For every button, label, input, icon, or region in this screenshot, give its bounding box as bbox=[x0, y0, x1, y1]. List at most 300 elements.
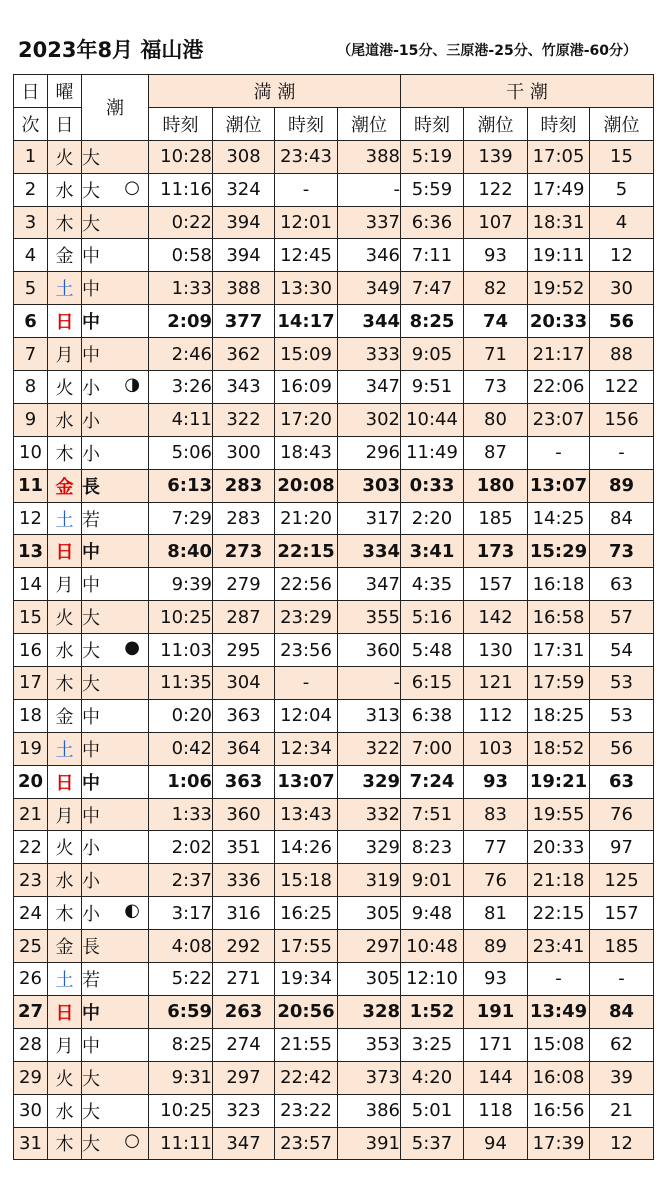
low-level-1-cell: 107 bbox=[464, 206, 528, 239]
day-cell: 8 bbox=[14, 371, 48, 404]
high-level-1-cell: 287 bbox=[213, 601, 275, 634]
tide-type-cell bbox=[82, 272, 149, 305]
table-row bbox=[14, 173, 654, 206]
tide-type-cell bbox=[82, 535, 149, 568]
day-header-2: 次 bbox=[14, 107, 48, 140]
low-level-2-cell: 89 bbox=[590, 469, 654, 502]
tide-type-cell bbox=[82, 930, 149, 963]
high-time-1-cell: 0:22 bbox=[149, 206, 213, 239]
high-level-2-cell: 386 bbox=[338, 1094, 401, 1127]
day-cell: 26 bbox=[14, 963, 48, 996]
table-row bbox=[14, 140, 654, 173]
high-level-1-cell: 363 bbox=[213, 765, 275, 798]
high-time-1-cell: 11:35 bbox=[149, 667, 213, 700]
tide-type-cell bbox=[82, 173, 149, 206]
low-time-1-cell: 0:33 bbox=[401, 469, 464, 502]
high-time-2-cell: 22:42 bbox=[275, 1061, 338, 1094]
day-cell: 12 bbox=[14, 502, 48, 535]
low-time-1-header: 時刻 bbox=[401, 107, 464, 140]
table-row bbox=[14, 338, 654, 371]
high-level-2-cell: 328 bbox=[338, 995, 401, 1028]
high-time-1-cell: 7:29 bbox=[149, 502, 213, 535]
low-time-1-cell: 3:25 bbox=[401, 1028, 464, 1061]
high-level-1-cell: 377 bbox=[213, 305, 275, 338]
tide-type-label: 小 bbox=[82, 838, 100, 860]
low-level-2-cell: 62 bbox=[590, 1028, 654, 1061]
table-row bbox=[14, 1094, 654, 1127]
weekday-cell: 木 bbox=[48, 206, 82, 239]
high-time-2-cell: 13:07 bbox=[275, 765, 338, 798]
moon-phase-icon: ● bbox=[124, 637, 140, 659]
high-time-2-cell: 17:55 bbox=[275, 930, 338, 963]
high-time-2-cell: 12:01 bbox=[275, 206, 338, 239]
low-level-1-cell: 173 bbox=[464, 535, 528, 568]
low-time-1-cell: 8:23 bbox=[401, 831, 464, 864]
high-level-2-cell: 305 bbox=[338, 897, 401, 930]
low-level-1-cell: 122 bbox=[464, 173, 528, 206]
high-time-1-cell: 2:46 bbox=[149, 338, 213, 371]
low-time-1-cell: 6:38 bbox=[401, 699, 464, 732]
low-level-1-cell: 139 bbox=[464, 140, 528, 173]
tide-type-label: 大 bbox=[82, 1134, 100, 1156]
day-cell: 5 bbox=[14, 272, 48, 305]
low-level-1-cell: 144 bbox=[464, 1061, 528, 1094]
high-level-1-cell: 347 bbox=[213, 1127, 275, 1160]
weekday-header-1: 曜 bbox=[48, 75, 82, 108]
low-time-2-cell: 17:49 bbox=[528, 173, 590, 206]
low-time-2-cell: 13:49 bbox=[528, 995, 590, 1028]
high-level-2-cell: 355 bbox=[338, 601, 401, 634]
day-cell: 7 bbox=[14, 338, 48, 371]
day-cell: 24 bbox=[14, 897, 48, 930]
tide-type-cell bbox=[82, 732, 149, 765]
weekday-cell: 火 bbox=[48, 831, 82, 864]
high-time-1-cell: 5:22 bbox=[149, 963, 213, 996]
tide-type-label: 大 bbox=[82, 1101, 100, 1123]
high-time-1-cell: 5:06 bbox=[149, 436, 213, 469]
tide-type-cell bbox=[82, 634, 149, 667]
high-time-2-cell: 21:55 bbox=[275, 1028, 338, 1061]
high-time-1-cell: 2:37 bbox=[149, 864, 213, 897]
moon-phase-icon: ◐ bbox=[124, 900, 140, 922]
high-level-2-cell: 317 bbox=[338, 502, 401, 535]
high-level-1-header: 潮位 bbox=[213, 107, 275, 140]
high-tide-header: 満 潮 bbox=[149, 75, 401, 108]
low-level-2-cell: 122 bbox=[590, 371, 654, 404]
tide-type-cell bbox=[82, 140, 149, 173]
weekday-cell: 日 bbox=[48, 305, 82, 338]
table-row bbox=[14, 831, 654, 864]
high-level-2-cell: 334 bbox=[338, 535, 401, 568]
day-cell: 25 bbox=[14, 930, 48, 963]
day-cell: 17 bbox=[14, 667, 48, 700]
high-level-1-cell: 308 bbox=[213, 140, 275, 173]
low-time-2-cell: 15:08 bbox=[528, 1028, 590, 1061]
high-time-2-cell: 23:56 bbox=[275, 634, 338, 667]
low-level-2-cell: 12 bbox=[590, 1127, 654, 1160]
low-level-1-cell: 157 bbox=[464, 568, 528, 601]
low-time-1-cell: 7:11 bbox=[401, 239, 464, 272]
weekday-cell: 金 bbox=[48, 699, 82, 732]
high-level-2-cell: 319 bbox=[338, 864, 401, 897]
high-time-2-cell: 15:18 bbox=[275, 864, 338, 897]
low-level-1-cell: 80 bbox=[464, 403, 528, 436]
high-time-2-cell: 12:34 bbox=[275, 732, 338, 765]
high-level-1-cell: 274 bbox=[213, 1028, 275, 1061]
tide-type-cell bbox=[82, 403, 149, 436]
tide-type-cell bbox=[82, 469, 149, 502]
high-level-1-cell: 351 bbox=[213, 831, 275, 864]
table-row bbox=[14, 897, 654, 930]
low-time-1-cell: 1:52 bbox=[401, 995, 464, 1028]
low-level-1-cell: 191 bbox=[464, 995, 528, 1028]
table-row bbox=[14, 798, 654, 831]
day-cell: 21 bbox=[14, 798, 48, 831]
low-time-1-cell: 7:00 bbox=[401, 732, 464, 765]
high-time-2-cell: 20:56 bbox=[275, 995, 338, 1028]
high-level-1-cell: 394 bbox=[213, 239, 275, 272]
weekday-cell: 火 bbox=[48, 601, 82, 634]
tide-type-cell bbox=[82, 1127, 149, 1160]
moon-phase-icon: ◑ bbox=[124, 373, 140, 395]
high-time-2-cell: 13:30 bbox=[275, 272, 338, 305]
high-time-1-cell: 4:11 bbox=[149, 403, 213, 436]
tide-type-label: 長 bbox=[82, 476, 100, 498]
high-level-2-cell: 360 bbox=[338, 634, 401, 667]
low-time-1-cell: 5:48 bbox=[401, 634, 464, 667]
weekday-cell: 木 bbox=[48, 667, 82, 700]
tide-type-label: 小 bbox=[82, 871, 100, 893]
tide-type-label: 大 bbox=[82, 180, 100, 202]
table-row bbox=[14, 403, 654, 436]
tide-type-cell bbox=[82, 864, 149, 897]
high-time-2-cell: 18:43 bbox=[275, 436, 338, 469]
low-time-2-cell: 19:52 bbox=[528, 272, 590, 305]
tide-type-cell bbox=[82, 765, 149, 798]
table-row bbox=[14, 765, 654, 798]
high-level-2-cell: - bbox=[338, 667, 401, 700]
low-time-1-cell: 5:01 bbox=[401, 1094, 464, 1127]
tide-type-cell bbox=[82, 831, 149, 864]
low-level-2-cell: 84 bbox=[590, 995, 654, 1028]
tide-type-cell bbox=[82, 305, 149, 338]
low-level-1-cell: 73 bbox=[464, 371, 528, 404]
low-level-1-cell: 77 bbox=[464, 831, 528, 864]
low-time-2-cell: 16:08 bbox=[528, 1061, 590, 1094]
day-cell: 30 bbox=[14, 1094, 48, 1127]
day-cell: 29 bbox=[14, 1061, 48, 1094]
low-level-1-cell: 118 bbox=[464, 1094, 528, 1127]
low-level-2-cell: 53 bbox=[590, 699, 654, 732]
low-time-2-cell: 13:07 bbox=[528, 469, 590, 502]
low-time-1-cell: 6:15 bbox=[401, 667, 464, 700]
high-level-2-header: 潮位 bbox=[338, 107, 401, 140]
table-row bbox=[14, 568, 654, 601]
low-time-1-cell: 9:48 bbox=[401, 897, 464, 930]
weekday-cell: 月 bbox=[48, 338, 82, 371]
high-time-1-cell: 10:25 bbox=[149, 601, 213, 634]
low-time-2-cell: 17:31 bbox=[528, 634, 590, 667]
low-level-1-cell: 83 bbox=[464, 798, 528, 831]
low-tide-header: 干 潮 bbox=[401, 75, 654, 108]
high-time-2-header: 時刻 bbox=[275, 107, 338, 140]
high-level-1-cell: 273 bbox=[213, 535, 275, 568]
low-time-1-cell: 9:51 bbox=[401, 371, 464, 404]
high-time-1-cell: 2:09 bbox=[149, 305, 213, 338]
weekday-cell: 土 bbox=[48, 963, 82, 996]
tide-type-label: 大 bbox=[82, 673, 100, 695]
tide-type-cell bbox=[82, 436, 149, 469]
high-level-1-cell: 316 bbox=[213, 897, 275, 930]
tide-type-cell bbox=[82, 239, 149, 272]
tide-type-label: 中 bbox=[82, 345, 100, 367]
high-time-2-cell: 12:45 bbox=[275, 239, 338, 272]
high-level-1-cell: 323 bbox=[213, 1094, 275, 1127]
tide-type-label: 小 bbox=[82, 904, 100, 926]
low-level-2-cell: 76 bbox=[590, 798, 654, 831]
weekday-cell: 木 bbox=[48, 436, 82, 469]
high-time-1-cell: 0:42 bbox=[149, 732, 213, 765]
day-cell: 23 bbox=[14, 864, 48, 897]
low-time-2-cell: 18:31 bbox=[528, 206, 590, 239]
tide-type-label: 中 bbox=[82, 739, 100, 761]
weekday-cell: 水 bbox=[48, 1094, 82, 1127]
weekday-cell: 火 bbox=[48, 371, 82, 404]
moon-phase-icon: ○ bbox=[124, 176, 140, 198]
high-time-1-cell: 2:02 bbox=[149, 831, 213, 864]
low-level-1-cell: 130 bbox=[464, 634, 528, 667]
tide-type-label: 大 bbox=[82, 641, 100, 663]
weekday-cell: 月 bbox=[48, 1028, 82, 1061]
low-level-1-cell: 94 bbox=[464, 1127, 528, 1160]
tide-type-header: 潮 bbox=[82, 75, 149, 141]
low-level-2-cell: 156 bbox=[590, 403, 654, 436]
day-cell: 27 bbox=[14, 995, 48, 1028]
table-row bbox=[14, 1127, 654, 1160]
weekday-cell: 金 bbox=[48, 469, 82, 502]
low-time-1-cell: 9:01 bbox=[401, 864, 464, 897]
weekday-cell: 水 bbox=[48, 403, 82, 436]
tide-type-cell bbox=[82, 699, 149, 732]
high-level-1-cell: 283 bbox=[213, 469, 275, 502]
high-level-2-cell: 353 bbox=[338, 1028, 401, 1061]
low-level-2-cell: 88 bbox=[590, 338, 654, 371]
low-time-2-cell: 23:07 bbox=[528, 403, 590, 436]
high-level-2-cell: 388 bbox=[338, 140, 401, 173]
high-time-2-cell: 22:56 bbox=[275, 568, 338, 601]
high-time-2-cell: 17:20 bbox=[275, 403, 338, 436]
tide-type-label: 中 bbox=[82, 706, 100, 728]
low-time-2-cell: 17:39 bbox=[528, 1127, 590, 1160]
tide-type-cell bbox=[82, 667, 149, 700]
low-time-2-cell: 17:05 bbox=[528, 140, 590, 173]
table-row bbox=[14, 1061, 654, 1094]
high-level-1-cell: 394 bbox=[213, 206, 275, 239]
low-level-2-cell: 56 bbox=[590, 305, 654, 338]
table-row bbox=[14, 305, 654, 338]
table-row bbox=[14, 371, 654, 404]
day-cell: 9 bbox=[14, 403, 48, 436]
tide-type-label: 小 bbox=[82, 410, 100, 432]
low-time-2-cell: 19:11 bbox=[528, 239, 590, 272]
high-level-1-cell: 322 bbox=[213, 403, 275, 436]
low-level-1-cell: 185 bbox=[464, 502, 528, 535]
low-time-2-cell: 16:58 bbox=[528, 601, 590, 634]
low-time-1-cell: 12:10 bbox=[401, 963, 464, 996]
low-time-2-cell: 21:17 bbox=[528, 338, 590, 371]
high-level-1-cell: 364 bbox=[213, 732, 275, 765]
low-level-1-cell: 93 bbox=[464, 963, 528, 996]
high-time-2-cell: 19:34 bbox=[275, 963, 338, 996]
table-header bbox=[14, 75, 654, 141]
weekday-header-2: 日 bbox=[48, 107, 82, 140]
low-level-2-cell: 54 bbox=[590, 634, 654, 667]
high-level-2-cell: 313 bbox=[338, 699, 401, 732]
low-time-1-cell: 4:20 bbox=[401, 1061, 464, 1094]
low-level-1-cell: 87 bbox=[464, 436, 528, 469]
tide-type-cell bbox=[82, 371, 149, 404]
low-level-2-cell: 63 bbox=[590, 568, 654, 601]
weekday-cell: 日 bbox=[48, 765, 82, 798]
high-level-1-cell: 336 bbox=[213, 864, 275, 897]
table-row bbox=[14, 667, 654, 700]
high-time-1-cell: 0:20 bbox=[149, 699, 213, 732]
low-time-2-cell: 22:06 bbox=[528, 371, 590, 404]
low-level-1-cell: 93 bbox=[464, 239, 528, 272]
high-time-1-cell: 11:16 bbox=[149, 173, 213, 206]
high-level-2-cell: 303 bbox=[338, 469, 401, 502]
low-time-1-cell: 8:25 bbox=[401, 305, 464, 338]
day-cell: 31 bbox=[14, 1127, 48, 1160]
high-time-1-cell: 10:28 bbox=[149, 140, 213, 173]
low-level-1-cell: 89 bbox=[464, 930, 528, 963]
low-level-1-cell: 82 bbox=[464, 272, 528, 305]
weekday-cell: 土 bbox=[48, 502, 82, 535]
high-level-1-cell: 295 bbox=[213, 634, 275, 667]
low-level-2-cell: 125 bbox=[590, 864, 654, 897]
tide-type-cell bbox=[82, 1094, 149, 1127]
high-level-2-cell: - bbox=[338, 173, 401, 206]
low-time-2-cell: 16:56 bbox=[528, 1094, 590, 1127]
high-level-1-cell: 362 bbox=[213, 338, 275, 371]
low-level-2-cell: - bbox=[590, 963, 654, 996]
high-time-1-cell: 4:08 bbox=[149, 930, 213, 963]
high-time-2-cell: - bbox=[275, 173, 338, 206]
table-row bbox=[14, 963, 654, 996]
high-level-2-cell: 347 bbox=[338, 371, 401, 404]
tide-table bbox=[13, 74, 654, 1160]
high-time-2-cell: 14:26 bbox=[275, 831, 338, 864]
high-level-2-cell: 346 bbox=[338, 239, 401, 272]
tide-type-label: 中 bbox=[82, 1035, 100, 1057]
day-cell: 13 bbox=[14, 535, 48, 568]
high-time-1-header: 時刻 bbox=[149, 107, 213, 140]
low-time-1-cell: 5:59 bbox=[401, 173, 464, 206]
tide-type-label: 中 bbox=[82, 279, 100, 301]
high-level-2-cell: 322 bbox=[338, 732, 401, 765]
low-time-2-header: 時刻 bbox=[528, 107, 590, 140]
high-time-2-cell: 21:20 bbox=[275, 502, 338, 535]
low-time-1-cell: 10:48 bbox=[401, 930, 464, 963]
day-cell: 2 bbox=[14, 173, 48, 206]
high-time-1-cell: 1:33 bbox=[149, 798, 213, 831]
low-level-1-cell: 180 bbox=[464, 469, 528, 502]
weekday-cell: 月 bbox=[48, 798, 82, 831]
table-row bbox=[14, 601, 654, 634]
table-row bbox=[14, 732, 654, 765]
high-level-2-cell: 347 bbox=[338, 568, 401, 601]
day-cell: 3 bbox=[14, 206, 48, 239]
tide-type-label: 中 bbox=[82, 772, 100, 794]
low-level-2-header: 潮位 bbox=[590, 107, 654, 140]
low-level-2-cell: 84 bbox=[590, 502, 654, 535]
high-time-2-cell: 23:29 bbox=[275, 601, 338, 634]
low-time-1-cell: 7:24 bbox=[401, 765, 464, 798]
low-time-1-cell: 5:19 bbox=[401, 140, 464, 173]
high-level-2-cell: 333 bbox=[338, 338, 401, 371]
low-level-1-cell: 74 bbox=[464, 305, 528, 338]
high-time-2-cell: - bbox=[275, 667, 338, 700]
high-time-1-cell: 11:03 bbox=[149, 634, 213, 667]
high-time-2-cell: 20:08 bbox=[275, 469, 338, 502]
high-level-1-cell: 300 bbox=[213, 436, 275, 469]
low-level-2-cell: 5 bbox=[590, 173, 654, 206]
high-time-1-cell: 3:17 bbox=[149, 897, 213, 930]
low-time-2-cell: 18:25 bbox=[528, 699, 590, 732]
high-time-1-cell: 11:11 bbox=[149, 1127, 213, 1160]
tide-type-label: 大 bbox=[82, 147, 100, 169]
tide-type-label: 大 bbox=[82, 608, 100, 630]
low-time-2-cell: 14:25 bbox=[528, 502, 590, 535]
tide-type-cell bbox=[82, 798, 149, 831]
tide-type-label: 小 bbox=[82, 443, 100, 465]
weekday-cell: 土 bbox=[48, 272, 82, 305]
high-level-2-cell: 332 bbox=[338, 798, 401, 831]
day-cell: 6 bbox=[14, 305, 48, 338]
weekday-cell: 水 bbox=[48, 864, 82, 897]
low-level-1-cell: 93 bbox=[464, 765, 528, 798]
high-time-2-cell: 16:25 bbox=[275, 897, 338, 930]
table-row bbox=[14, 699, 654, 732]
tide-type-cell bbox=[82, 568, 149, 601]
low-time-1-cell: 7:51 bbox=[401, 798, 464, 831]
high-level-1-cell: 297 bbox=[213, 1061, 275, 1094]
table-row bbox=[14, 469, 654, 502]
tide-type-cell bbox=[82, 1061, 149, 1094]
weekday-cell: 水 bbox=[48, 173, 82, 206]
high-time-1-cell: 6:59 bbox=[149, 995, 213, 1028]
low-level-1-cell: 103 bbox=[464, 732, 528, 765]
low-level-1-cell: 142 bbox=[464, 601, 528, 634]
weekday-cell: 日 bbox=[48, 995, 82, 1028]
low-level-2-cell: 15 bbox=[590, 140, 654, 173]
high-time-2-cell: 14:17 bbox=[275, 305, 338, 338]
high-time-2-cell: 13:43 bbox=[275, 798, 338, 831]
low-level-2-cell: 97 bbox=[590, 831, 654, 864]
table-body bbox=[14, 140, 654, 1160]
port-offsets-note: （尾道港-15分、三原港-25分、竹原港-60分） bbox=[337, 43, 637, 59]
high-level-2-cell: 302 bbox=[338, 403, 401, 436]
table-row bbox=[14, 535, 654, 568]
low-level-2-cell: 12 bbox=[590, 239, 654, 272]
low-time-1-cell: 3:41 bbox=[401, 535, 464, 568]
tide-type-label: 中 bbox=[82, 575, 100, 597]
weekday-cell: 金 bbox=[48, 239, 82, 272]
day-cell: 11 bbox=[14, 469, 48, 502]
low-level-2-cell: 157 bbox=[590, 897, 654, 930]
tide-type-label: 中 bbox=[82, 246, 100, 268]
low-level-2-cell: 30 bbox=[590, 272, 654, 305]
